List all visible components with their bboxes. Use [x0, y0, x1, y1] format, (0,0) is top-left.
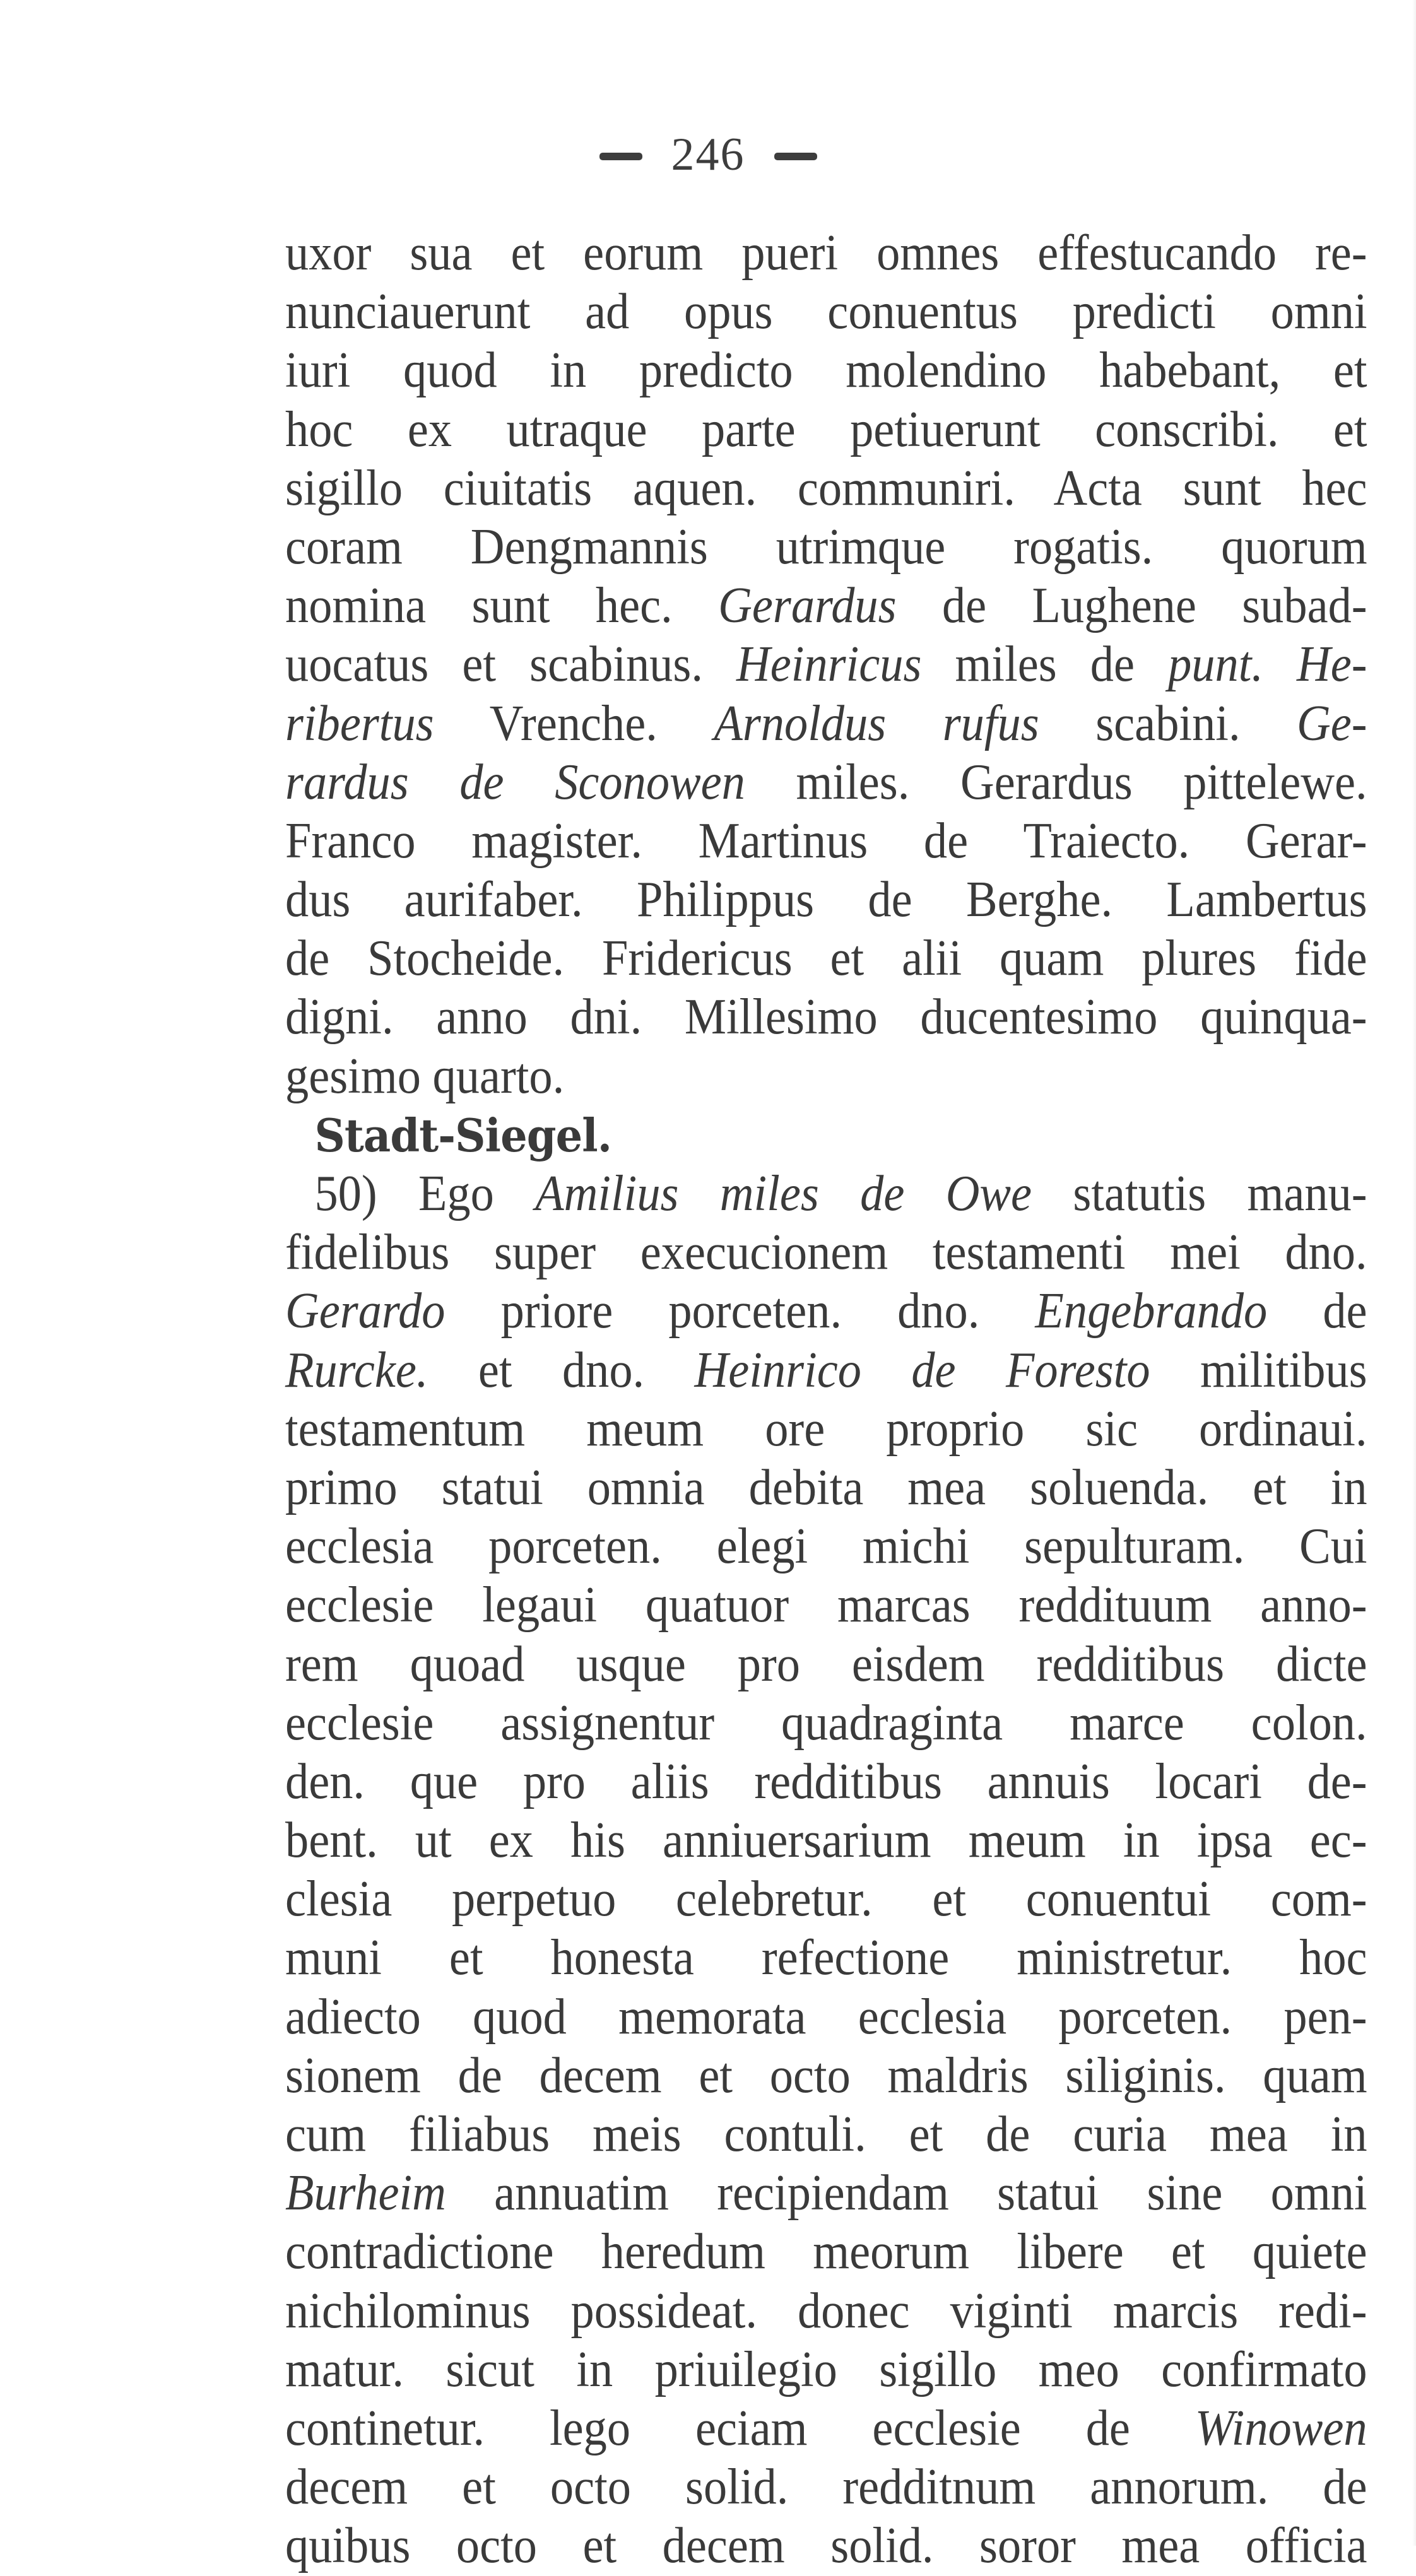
text-segment: den. que pro aliis redditibus annuis locari de- [285, 1753, 1367, 1809]
text-line [285, 1165, 1367, 1223]
text-line [285, 283, 1367, 341]
seal-caption [285, 1106, 1367, 1165]
document-body-text [285, 224, 1367, 2576]
text-segment: nichilominus possideat. donec viginti marcis redi- [285, 2283, 1367, 2339]
text-segment: muni et honesta refectione ministretur. hoc [285, 1930, 1367, 1986]
text-segment: uocatus et scabinus. [285, 637, 737, 693]
text-line [285, 1517, 1367, 1576]
text-line [285, 577, 1367, 635]
text-line [285, 2282, 1367, 2341]
text-segment: nunciauerunt ad opus conuentus predicti omni [285, 284, 1367, 340]
dash-left-ornament [599, 153, 642, 160]
text-line [285, 1988, 1367, 2047]
text-line [285, 401, 1367, 459]
text-line [285, 1400, 1367, 1459]
text-segment: de Lughene subad- [896, 578, 1367, 634]
text-line [285, 1282, 1367, 1341]
text-segment: ecclesia porceten. elegi michi sepulturam. Cui [285, 1519, 1367, 1575]
text-segment: scabini. [1039, 695, 1297, 751]
text-line [285, 753, 1367, 812]
text-line [285, 635, 1367, 694]
text-segment: et dno. [428, 1342, 695, 1398]
text-line [285, 1811, 1367, 1870]
text-segment: coram Dengmannis utrimque rogatis. quorum [285, 519, 1367, 575]
text-segment: hoc ex utraque parte petiuerunt conscribi. et [285, 401, 1367, 457]
text-segment: decem et octo solid. redditnum annorum. de [285, 2459, 1367, 2515]
italic-name-segment: ribertus [285, 695, 434, 751]
text-line [285, 2399, 1367, 2458]
italic-name-segment: Ge- [1297, 695, 1367, 751]
text-segment: fidelibus super execucionem testamenti mei dno. [285, 1225, 1367, 1281]
text-line [285, 1929, 1367, 1987]
text-segment: Stadt-Siegel. [314, 1108, 612, 1162]
text-segment: nomina sunt hec. [285, 578, 719, 634]
text-line [285, 459, 1367, 518]
text-segment: militibus [1150, 1342, 1367, 1398]
text-segment: rem quoad usque pro eisdem redditibus dicte [285, 1636, 1367, 1692]
text-segment: ecclesie legaui quatuor marcas reddituum anno- [285, 1577, 1367, 1633]
text-line [285, 695, 1367, 753]
dash-right-ornament [774, 153, 817, 160]
text-line [285, 2517, 1367, 2575]
text-segment: continetur. lego eciam ecclesie de [285, 2400, 1195, 2456]
text-segment: clesia perpetuo celebretur. et conuentui com- [285, 1871, 1367, 1927]
text-line [285, 341, 1367, 400]
text-line [285, 1694, 1367, 1753]
text-line [285, 2164, 1367, 2223]
text-segment: de Stocheide. Fridericus et alii quam plures fide [285, 931, 1367, 987]
text-segment: matur. sicut in priuilegio sigillo meo confirmato [285, 2341, 1367, 2397]
text-line [285, 2047, 1367, 2105]
text-segment: de [1267, 1283, 1367, 1339]
italic-name-segment: Burheim [285, 2165, 446, 2221]
text-line [285, 1870, 1367, 1929]
italic-name-segment: Rurcke. [285, 1342, 428, 1398]
page-number-header [0, 129, 1416, 180]
italic-name-segment: Engebrando [1035, 1283, 1268, 1339]
italic-name-segment: punt. He- [1168, 637, 1367, 693]
page-edge [1412, 0, 1416, 2546]
text-line [285, 1341, 1367, 1400]
text-line [285, 518, 1367, 577]
italic-name-segment: Amilius miles de Owe [535, 1166, 1032, 1221]
text-segment: quibus octo et decem solid. soror mea officia [285, 2518, 1367, 2574]
text-segment: uxor sua et eorum pueri omnes effestucando re- [285, 225, 1367, 281]
text-segment: ecclesie assignentur quadraginta marce colon. [285, 1695, 1367, 1751]
italic-name-segment: Gerardus [718, 578, 897, 634]
text-line [285, 1753, 1367, 1811]
italic-name-segment: Winowen [1195, 2400, 1367, 2456]
text-segment: testamentum meum ore proprio sic ordinaui. [285, 1401, 1367, 1457]
text-line [285, 988, 1367, 1047]
text-segment: annuatim recipiendam statui sine omni [445, 2165, 1367, 2221]
text-line [285, 1635, 1367, 1694]
text-line [285, 2341, 1367, 2399]
italic-name-segment: Gerardo [285, 1283, 445, 1339]
text-segment: miles de [921, 637, 1169, 693]
text-segment: priore porceten. dno. [445, 1283, 1035, 1339]
text-segment: 50) Ego [314, 1166, 536, 1221]
text-segment: Vrenche. [434, 695, 714, 751]
text-segment: sionem de decem et octo maldris siliginis. quam [285, 2047, 1367, 2103]
text-line [285, 2458, 1367, 2517]
text-segment: digni. anno dni. Millesimo ducentesimo quinqua- [285, 989, 1367, 1045]
text-line [285, 1459, 1367, 1517]
text-segment: statutis manu- [1032, 1166, 1367, 1221]
text-segment: dus aurifaber. Philippus de Berghe. Lambertus [285, 872, 1367, 928]
text-line [285, 2223, 1367, 2281]
text-segment: sigillo ciuitatis aquen. communiri. Acta sunt hec [285, 460, 1367, 516]
text-line [285, 1223, 1367, 1282]
italic-name-segment: rardus de Sconowen [285, 754, 745, 810]
text-line [285, 2105, 1367, 2164]
text-line [285, 812, 1367, 871]
text-segment: cum filiabus meis contuli. et de curia mea in [285, 2107, 1367, 2162]
text-line [285, 1047, 1367, 1106]
text-segment: gesimo quarto. [285, 1048, 565, 1104]
text-segment: primo statui omnia debita mea soluenda. et in [285, 1459, 1367, 1515]
text-line [285, 1576, 1367, 1635]
text-line [285, 224, 1367, 283]
text-segment: contradictione heredum meorum libere et quiete [285, 2224, 1367, 2280]
text-segment: adiecto quod memorata ecclesia porceten. pen- [285, 1989, 1367, 2045]
italic-name-segment: Heinricus [736, 637, 922, 693]
text-segment: iuri quod in predicto molendino habebant, et [285, 343, 1367, 399]
italic-name-segment: Heinrico de Foresto [694, 1342, 1150, 1398]
text-segment: bent. ut ex his anniuersarium meum in ipsa ec- [285, 1813, 1367, 1869]
page-number: 246 [671, 129, 745, 180]
text-segment: miles. Gerardus pittelewe. [745, 754, 1367, 810]
text-line [285, 929, 1367, 988]
text-line [285, 871, 1367, 929]
italic-name-segment: Arnoldus rufus [714, 695, 1039, 751]
text-segment: Franco magister. Martinus de Traiecto. Gerar- [285, 813, 1367, 869]
